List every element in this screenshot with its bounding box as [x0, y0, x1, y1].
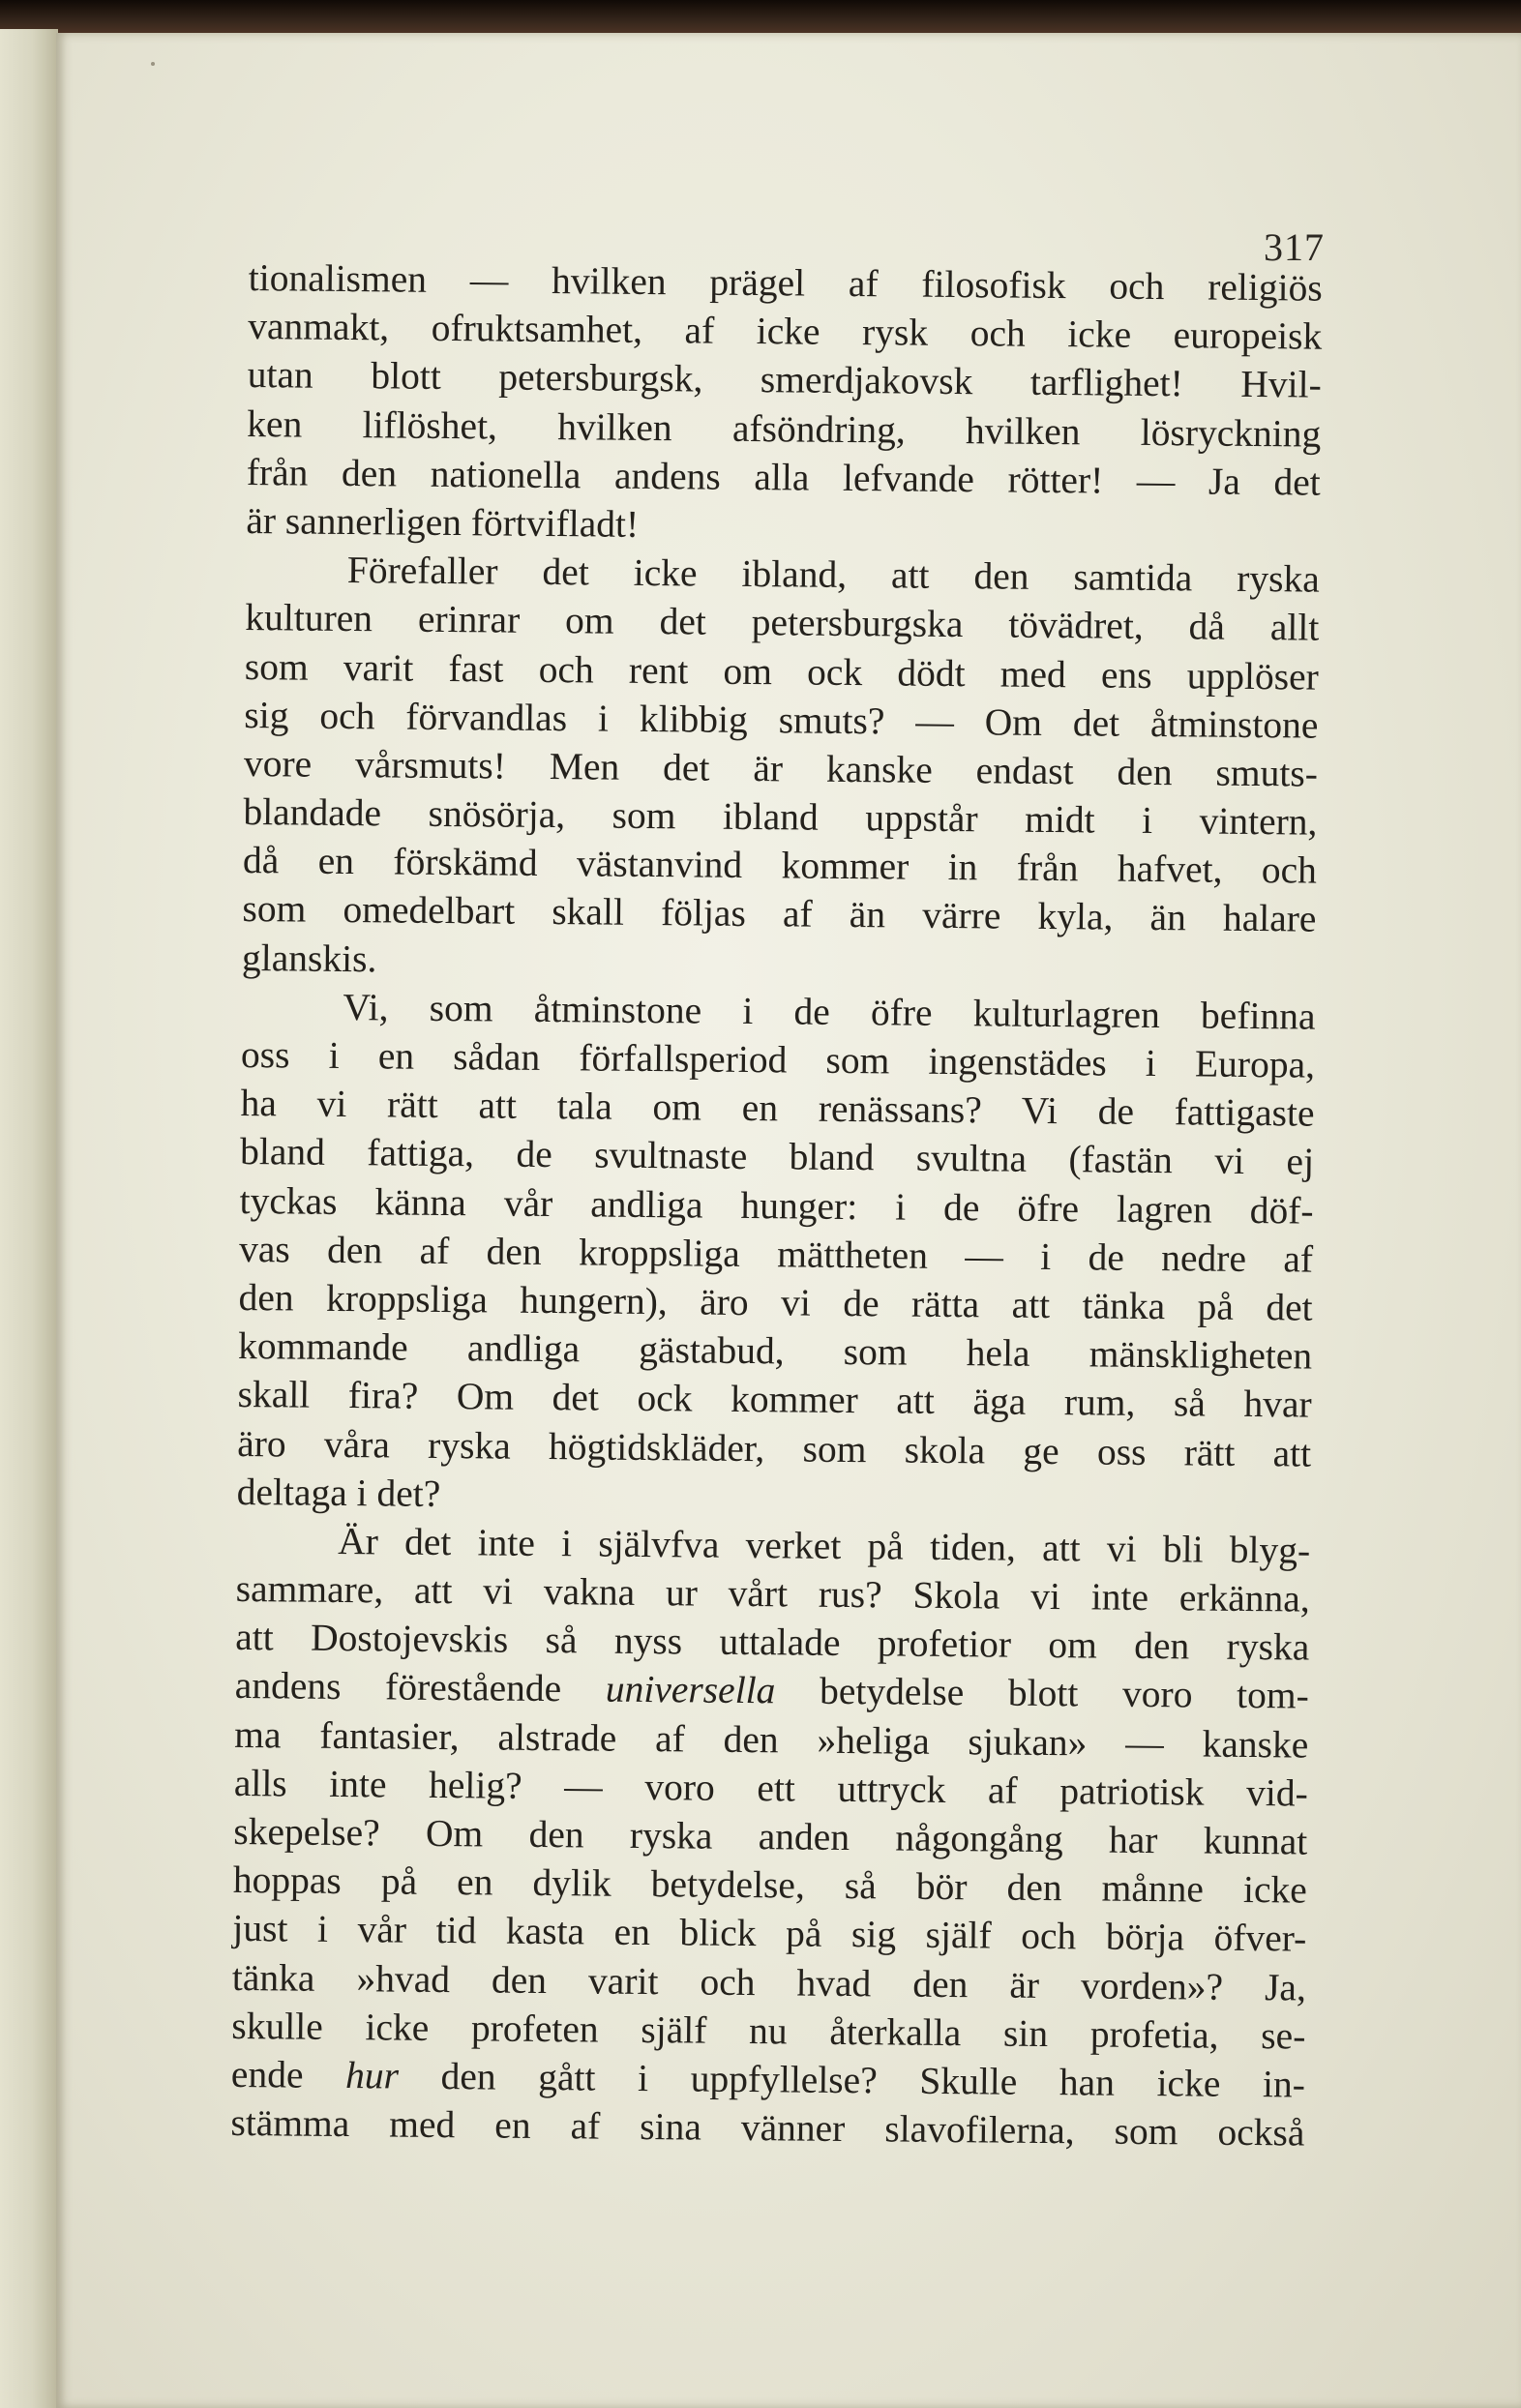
text-line: är sannerligen förtvifladt!: [246, 498, 640, 546]
text-line: hoppas på en dylik betydelse, så bör den månne icke: [232, 1858, 1308, 1912]
text-line: tyckas känna vår andliga hunger: i de öfre lagren döf-: [239, 1178, 1314, 1233]
text-line: tionalismen — hvilken prägel af filosofisk och religiös: [248, 255, 1323, 310]
text-segment: andens förestående: [234, 1664, 607, 1711]
text-line: vanmakt, ofruktsamhet, af icke rysk och icke europeisk: [248, 305, 1323, 358]
facing-page-edge: [0, 29, 58, 2408]
page-body-text: [230, 253, 1323, 2157]
text-segment: betydelse blott voro tom-: [775, 1669, 1309, 1718]
text-line: blandade snösörja, som ibland uppstår midt i vintern,: [243, 790, 1318, 844]
text-line: oss i en sådan förfallsperiod som ingenstädes i Europa,: [240, 1032, 1316, 1086]
text-line: tänka »hvad den varit och hvad den är vorden»? Ja,: [231, 1955, 1307, 2009]
text-line: skepelse? Om den ryska anden någongång har kunnat: [233, 1809, 1308, 1863]
text-segment: den gått i uppfyllelse? Skulle han icke in-: [398, 2054, 1306, 2106]
text-line: att Dostojevskis så nyss uttalade profetior om den ryska: [235, 1616, 1310, 1669]
text-line: från den nationella andens alla lefvande rötter! — Ja det: [246, 450, 1321, 504]
text-line: ken liflöshet, hvilken afsöndring, hvilken lösryckning: [247, 401, 1322, 456]
emphasized-word: hur: [344, 2053, 400, 2097]
text-line: Förefaller det icke ibland, att den samtida ryska: [346, 549, 1321, 601]
text-line: då en förskämd västanvind kommer in från hafvet, och: [242, 839, 1318, 892]
text-line: vas den af den kroppsliga mättheten — i de nedre af: [238, 1227, 1314, 1281]
text-line: just i vår tid kasta en blick på sig själf och börja öfver-: [232, 1907, 1307, 1960]
text-line: kommande andliga gästabud, som hela mänskligheten: [237, 1324, 1313, 1378]
text-line: bland fattiga, de svultnaste bland svultna (fastän vi ej: [239, 1130, 1315, 1183]
text-line: deltaga i det?: [236, 1470, 441, 1515]
text-line: sig och förvandlas i klibbig smuts? — Om det åtminstone: [244, 693, 1319, 747]
text-line: vore vårsmuts! Men det är kanske endast den smuts-: [243, 741, 1319, 795]
paper-speck: [151, 62, 155, 66]
text-line: stämma med en af sina vänner slavofilerna, som också: [230, 2101, 1305, 2155]
text-line: som omedelbart skall följas af än värre kyla, än halare: [242, 887, 1317, 941]
text-line: Är det inte i självfva verket på tiden, att vi bli blyg-: [338, 1519, 1311, 1572]
emphasized-word: universella: [605, 1668, 776, 1712]
text-line: skulle icke profeten själf nu återkalla sin profetia, se-: [231, 2004, 1306, 2058]
text-line: ma fantasier, alstrade af den »heliga sjukan» — kanske: [234, 1712, 1309, 1767]
text-line: Vi, som åtminstone i de öfre kulturlagren befinna: [343, 985, 1316, 1038]
text-line: alls inte helig? — voro ett uttryck af patriotisk vid-: [233, 1761, 1308, 1815]
text-line: ha vi rätt att tala om en renässans? Vi de fattigaste: [240, 1082, 1315, 1135]
text-line: utan blott petersburgsk, smerdjakovsk tarflighet! Hvil-: [247, 353, 1322, 407]
text-segment: ende: [230, 2052, 346, 2096]
text-line: glanskis.: [241, 936, 377, 980]
text-line: skall fira? Om det ock kommer att äga rum, så hvar: [237, 1373, 1312, 1426]
text-line: kulturen erinrar om det petersburgska tövädret, då allt: [245, 596, 1320, 649]
text-line: sammare, att vi vakna ur vårt rus? Skola vi inte erkänna,: [235, 1566, 1310, 1620]
text-line: som varit fast och rent om ock dödt med ens upplöser: [244, 644, 1320, 699]
text-line: den kroppsliga hungern), äro vi de rätta att tänka på det: [238, 1275, 1313, 1329]
text-line: äro våra ryska högtidskläder, som skola ge oss rätt att: [236, 1421, 1312, 1475]
page-number: 317: [1264, 225, 1325, 269]
